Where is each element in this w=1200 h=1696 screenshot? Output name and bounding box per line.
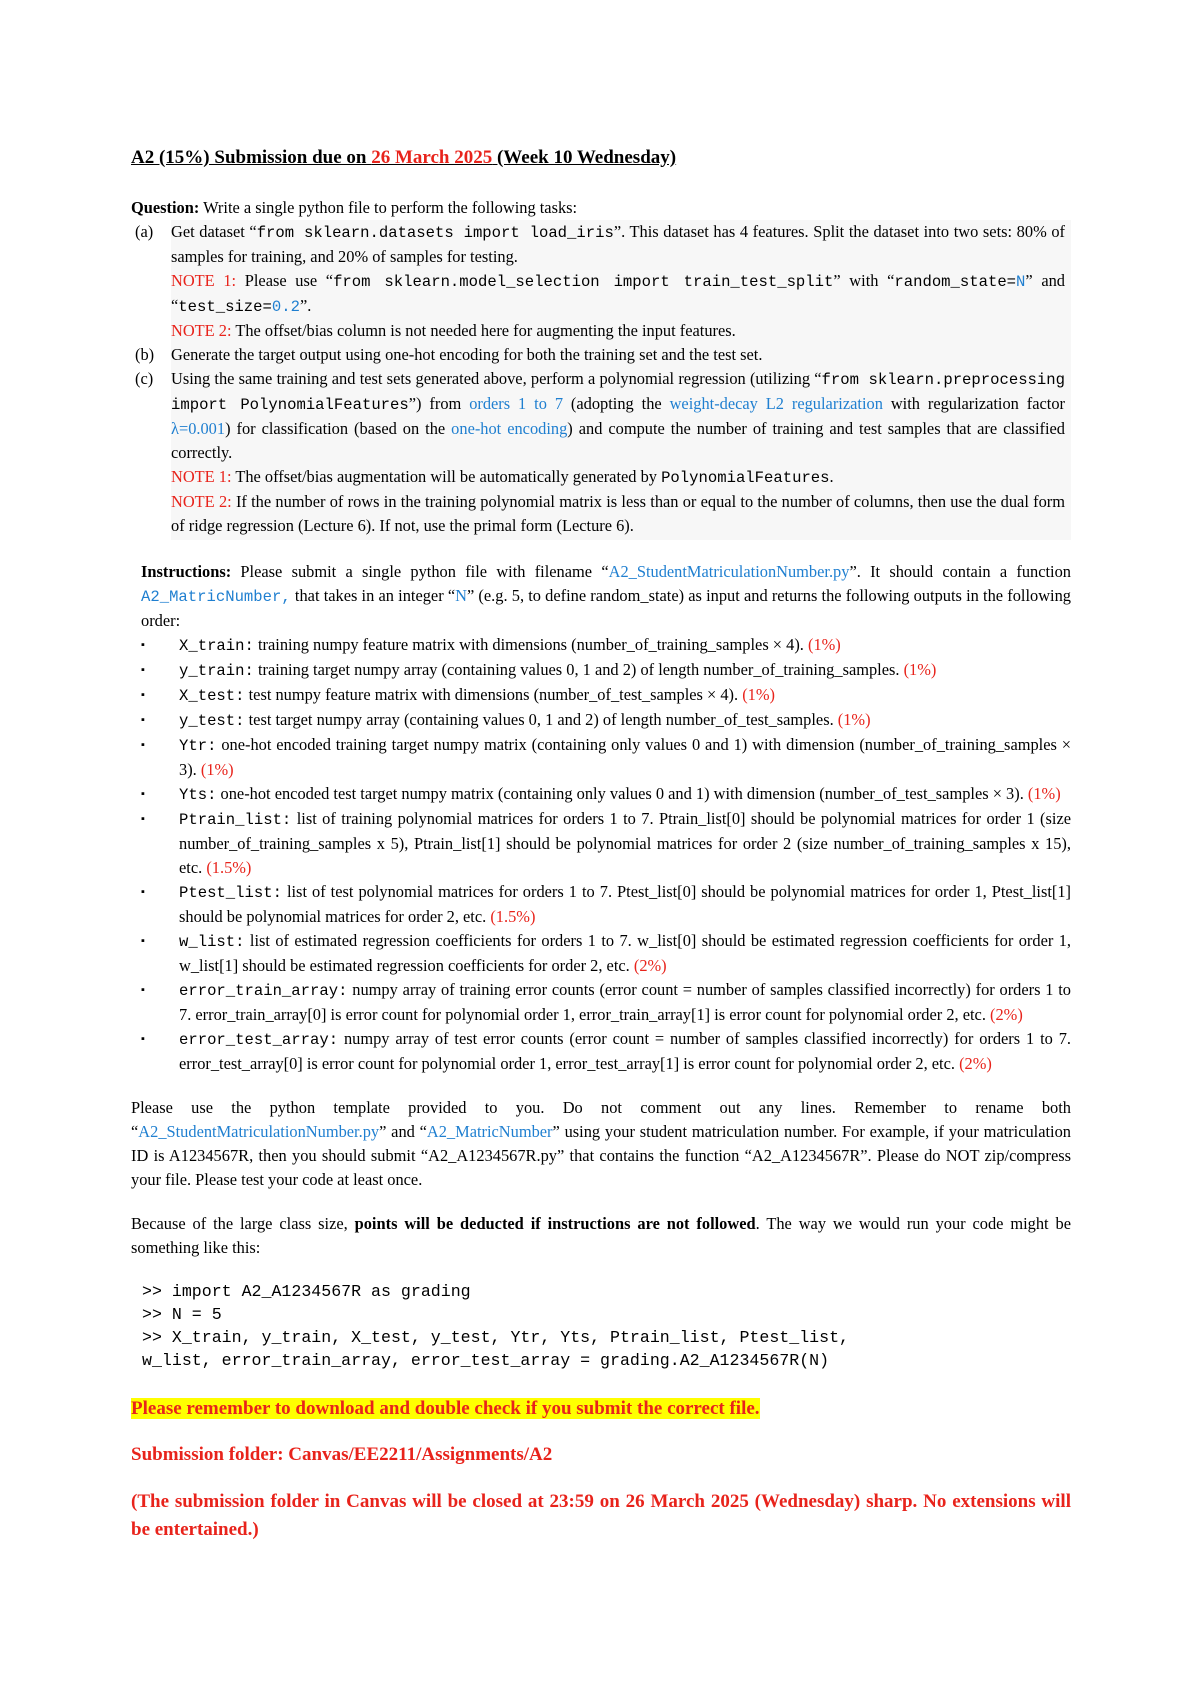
code-line: >> import A2_A1234567R as grading — [142, 1282, 471, 1301]
output-item: ▪ Yts: one-hot encoded test target numpy matrix (containing only values 0 and 1) with dimension (number_of_test_samples × 3). (1%) — [141, 782, 1071, 807]
question-item-a: (a) Get dataset “from sklearn.datasets import load_iris”. This dataset has 4 features. Split the dataset into two sets: 80% of samples for training, and 20% of samples for testing. NOTE 1: Please use “from sklearn.model_selection import train_test_split” with “random_state=N” and “test_size=0.2”. NOTE 2: The offset/bias column is not needed here for augmenting the input features. — [171, 220, 1065, 343]
question-item-b: (b) Generate the target output using one-hot encoding for both the training set and the test set. — [135, 345, 763, 364]
bullet-icon: ▪ — [141, 886, 145, 898]
code-line: w_list, error_train_array, error_test_array = grading.A2_A1234567R(N) — [142, 1351, 830, 1370]
output-item: ▪ Ptest_list: list of test polynomial matrices for orders 1 to 7. Ptest_list[0] should be polynomial matrices for order 1, Ptest_list[1] should be polynomial matrices for order 2, etc. (1.5%) — [141, 880, 1071, 929]
code-line: >> N = 5 — [142, 1305, 222, 1324]
deadline-notice: (The submission folder in Canvas will be closed at 23:59 on 26 March 2025 (Wednesday) sharp. No extensions will be entertained.) — [131, 1491, 1071, 1540]
instructions: Instructions: Please submit a single python file with filename “A2_StudentMatriculationNumber.py”. It should contain a function A2_MatricNumber, that takes in an integer “N” (e.g. 5, to define random_state) as input and returns the following outputs in the following order: — [141, 562, 1072, 630]
bullet-icon: ▪ — [141, 664, 145, 676]
bullet-icon: ▪ — [141, 714, 145, 726]
bullet-icon: ▪ — [141, 639, 145, 651]
class-size-paragraph: Because of the large class size, points will be deducted if instructions are not followed. The way we would run your code might be something like this: — [131, 1214, 1071, 1257]
title-suffix: (Week 10 Wednesday) — [492, 147, 677, 168]
question-label: Question: — [131, 198, 200, 217]
bullet-icon: ▪ — [141, 935, 145, 947]
bullet-icon: ▪ — [141, 984, 145, 996]
output-item: ▪ y_test: test target numpy array (containing values 0, 1 and 2) of length number_of_test_samples. (1%) — [141, 708, 1071, 733]
output-item: ▪ error_train_array: numpy array of training error counts (error count = number of samples classified incorrectly) for orders 1 to 7. error_train_array[0] is error count for polynomial order 1, error_train_array[1] is error count for polynomial order 2, etc. (2%) — [141, 978, 1071, 1027]
bullet-icon: ▪ — [141, 788, 145, 800]
note: NOTE 1: The offset/bias augmentation will be automatically generated by PolynomialFeatures. — [171, 467, 834, 487]
bullet-icon: ▪ — [141, 813, 145, 825]
code-line: >> X_train, y_train, X_test, y_test, Ytr, Yts, Ptrain_list, Ptest_list, — [142, 1328, 850, 1347]
title-date: 26 March 2025 — [371, 147, 493, 168]
question-box — [135, 220, 1071, 540]
output-item: ▪ error_test_array: numpy array of test error counts (error count = number of samples classified incorrectly) for orders 1 to 7. error_test_array[0] is error count for polynomial order 1, error_test_array[1] is error count for polynomial order 2, etc. (2%) — [141, 1027, 1071, 1076]
output-item: ▪ X_test: test numpy feature matrix with dimensions (number_of_test_samples × 4). (1%) — [141, 683, 1071, 708]
output-item: ▪ Ptrain_list: list of training polynomial matrices for orders 1 to 7. Ptrain_list[0] should be polynomial matrices for order 1 (size number_of_training_samples x 5), Ptrain_list[1] should be polynomial matrices for order 2 (size number_of_training_samples x 15), etc. (1.5%) — [141, 807, 1071, 880]
title-prefix: A2 (15%) Submission due on — [131, 147, 372, 168]
bullet-icon: ▪ — [141, 739, 145, 751]
output-item: ▪ y_train: training target numpy array (containing values 0, 1 and 2) of length number_of_training_samples. (1%) — [141, 658, 1071, 683]
remember-warning: Please remember to download and double check if you submit the correct file. — [131, 1398, 760, 1419]
note: NOTE 1: Please use “from sklearn.model_selection import train_test_split” with “random_state=N” and “test_size=0.2”. — [171, 271, 1066, 316]
outputs-list — [131, 633, 1071, 1076]
note: NOTE 2: The offset/bias column is not needed here for augmenting the input features. — [171, 321, 736, 340]
question-item-c: (c) Using the same training and test sets generated above, perform a polynomial regression (utilizing “from sklearn.preprocessing import PolynomialFeatures”) from orders 1 to 7 (adopting the weight-decay L2 regularization with regularization factor λ=0.001) for classification (based on the one-hot encoding) and compute the number of training and test samples that are classified correctly. NOTE 1: The offset/bias augmentation will be automatically generated by PolynomialFeatures. NOTE 2: If the number of rows in the training polynomial matrix is less than or equal to the number of columns, then use the dual form of ridge regression (Lecture 6). If not, use the primal form (Lecture 6). — [171, 367, 1065, 538]
note: NOTE 2: If the number of rows in the training polynomial matrix is less than or equal to the number of columns, then use the dual form of ridge regression (Lecture 6). If not, use the primal form (Lecture 6). — [171, 492, 1065, 535]
instructions-label: Instructions: — [141, 562, 232, 581]
page-title — [131, 146, 1071, 170]
code-inline: from sklearn.datasets import load_iris — [256, 224, 614, 242]
output-item: ▪ X_train: training numpy feature matrix with dimensions (number_of_training_samples × 4). (1%) — [141, 633, 1071, 658]
document-page — [131, 146, 1071, 1544]
bullet-icon: ▪ — [141, 689, 145, 701]
output-item: ▪ w_list: list of estimated regression coefficients for orders 1 to 7. w_list[0] should be estimated regression coefficients for order 1, w_list[1] should be estimated regression coefficients for order 2, etc. (2%) — [141, 929, 1071, 978]
bullet-icon: ▪ — [141, 1033, 145, 1045]
submission-folder: Submission folder: Canvas/EE2211/Assignments/A2 — [131, 1444, 553, 1465]
output-item: ▪ Ytr: one-hot encoded training target numpy matrix (containing only values 0 and 1) with dimension (number_of_training_samples × 3). (1%) — [141, 733, 1071, 782]
code-block — [131, 1280, 1071, 1372]
template-paragraph: Please use the python template provided to you. Do not comment out any lines. Remember to rename both “A2_StudentMatriculationNumber.py” and “A2_MatricNumber” using your student matriculation number. For example, if your matriculation ID is A1234567R, then you should submit “A2_A1234567R.py” that contains the function “A2_A1234567R”. Please do NOT zip/compress your file. Please test your code at least once. — [131, 1098, 1071, 1189]
question-intro: Question: Write a single python file to perform the following tasks: — [131, 198, 578, 217]
